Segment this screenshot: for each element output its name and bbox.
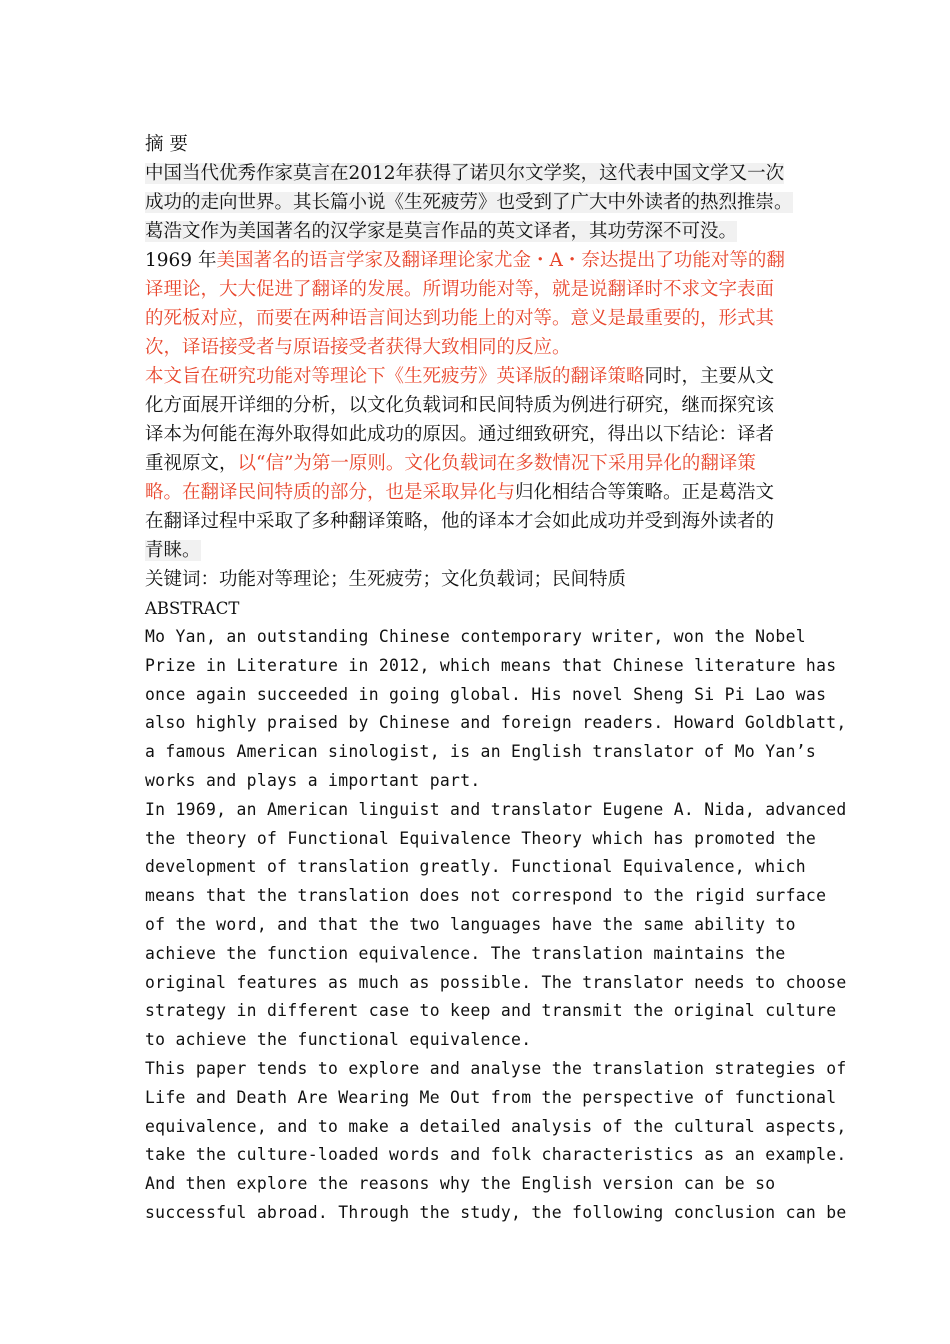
zh-paragraph-1 xyxy=(145,159,810,246)
zh-p3-line: 重视原文，以“信”为第一原则。文化负载词在多数情况下采用异化的翻译策 xyxy=(145,453,756,474)
en-p1-line: works and plays a important part. xyxy=(145,770,481,790)
en-p1-line: Mo Yan, an outstanding Chinese contemporary writer, won the Nobel xyxy=(145,627,806,646)
zh-p2-line: 次，译语接受者与原语接受者获得大致相同的反应。 xyxy=(145,337,571,358)
zh-p1-line: 中国当代优秀作家莫言在2012年获得了诺贝尔文学奖，这代表中国文学又一次 xyxy=(145,163,785,184)
en-p3-line: take the culture-loaded words and folk characteristics as an example. xyxy=(145,1145,847,1165)
en-p3-line: This paper tends to explore and analyse the translation strategies of xyxy=(145,1058,847,1078)
en-p1-line: once again succeeded in going global. His novel Sheng Si Pi Lao was xyxy=(145,684,827,704)
en-paragraph-3 xyxy=(145,1055,847,1228)
abstract-zh-heading: 摘 要 xyxy=(145,134,188,155)
document-page xyxy=(145,130,847,1228)
en-p2-line: development of translation greatly. Functional Equivalence, which xyxy=(145,857,806,877)
zh-p1-line: 葛浩文作为美国著名的汉学家是莫言作品的英文译者，其功劳深不可没。 xyxy=(145,221,738,242)
en-p2-line: the theory of Functional Equivalence Theory which has promoted the xyxy=(145,828,817,848)
en-p3-line: Life and Death Are Wearing Me Out from the perspective of functional xyxy=(145,1087,837,1107)
en-p2-line: means that the translation does not correspond to the rigid surface xyxy=(145,886,827,906)
en-p3-line: And then explore the reasons why the English version can be so xyxy=(145,1174,776,1194)
keywords-zh: 关键词：功能对等理论；生死疲劳；文化负载词；民间特质 xyxy=(145,569,627,590)
en-paragraph-2 xyxy=(145,796,847,1055)
zh-p3-line: 译本为何能在海外取得如此成功的原因。通过细致研究，得出以下结论：译者 xyxy=(145,424,775,445)
zh-p3-line: 略。在翻译民间特质的部分，也是采取异化与归化相结合等策略。正是葛浩文 xyxy=(145,482,775,503)
en-p2-line: achieve the function equivalence. The translation maintains the xyxy=(145,943,786,963)
zh-p3-line: 在翻译过程中采取了多种翻译策略，他的译本才会如此成功并受到海外读者的 xyxy=(145,511,775,532)
zh-p1-line: 成功的走向世界。其长篇小说《生死疲劳》也受到了广大中外读者的热烈推崇。 xyxy=(145,192,793,213)
en-p2-line: to achieve the functional equivalence. xyxy=(145,1030,532,1050)
en-p2-line: of the word, and that the two languages have the same ability to xyxy=(145,914,796,934)
zh-p2-line: 的死板对应，而要在两种语言间达到功能上的对等。意义是最重要的，形式其 xyxy=(145,308,775,329)
en-p1-line: also highly praised by Chinese and foreign readers. Howard Goldblatt, xyxy=(145,713,847,733)
zh-paragraph-3 xyxy=(145,362,810,565)
en-p2-line: original features as much as possible. The translator needs to choose xyxy=(145,972,847,992)
zh-p3-line: 化方面展开详细的分析，以文化负载词和民间特质为例进行研究，继而探究该 xyxy=(145,395,775,416)
abstract-en-heading: ABSTRACT xyxy=(145,599,240,618)
zh-p3-line: 青睐。 xyxy=(145,540,201,561)
en-paragraph-1 xyxy=(145,623,847,796)
zh-p2-line: 1969 年美国著名的语言学家及翻译理论家尤金・A・奈达提出了功能对等的翻 xyxy=(145,250,785,271)
zh-paragraph-2 xyxy=(145,246,810,362)
zh-p3-line: 本文旨在研究功能对等理论下《生死疲劳》英译版的翻译策略同时，主要从文 xyxy=(145,366,775,387)
en-p2-line: In 1969, an American linguist and translator Eugene A. Nida, advanced xyxy=(145,799,847,819)
en-p2-line: strategy in different case to keep and transmit the original culture xyxy=(145,1001,837,1021)
en-p1-line: Prize in Literature in 2012, which means that Chinese literature has xyxy=(145,655,837,675)
en-p3-line: successful abroad. Through the study, the following conclusion can be xyxy=(145,1202,847,1222)
en-p1-line: a famous American sinologist, is an English translator of Mo Yan’s xyxy=(145,742,817,762)
zh-p2-line: 译理论，大大促进了翻译的发展。所谓功能对等，就是说翻译时不求文字表面 xyxy=(145,279,775,300)
en-p3-line: equivalence, and to make a detailed analysis of the cultural aspects, xyxy=(145,1116,847,1136)
